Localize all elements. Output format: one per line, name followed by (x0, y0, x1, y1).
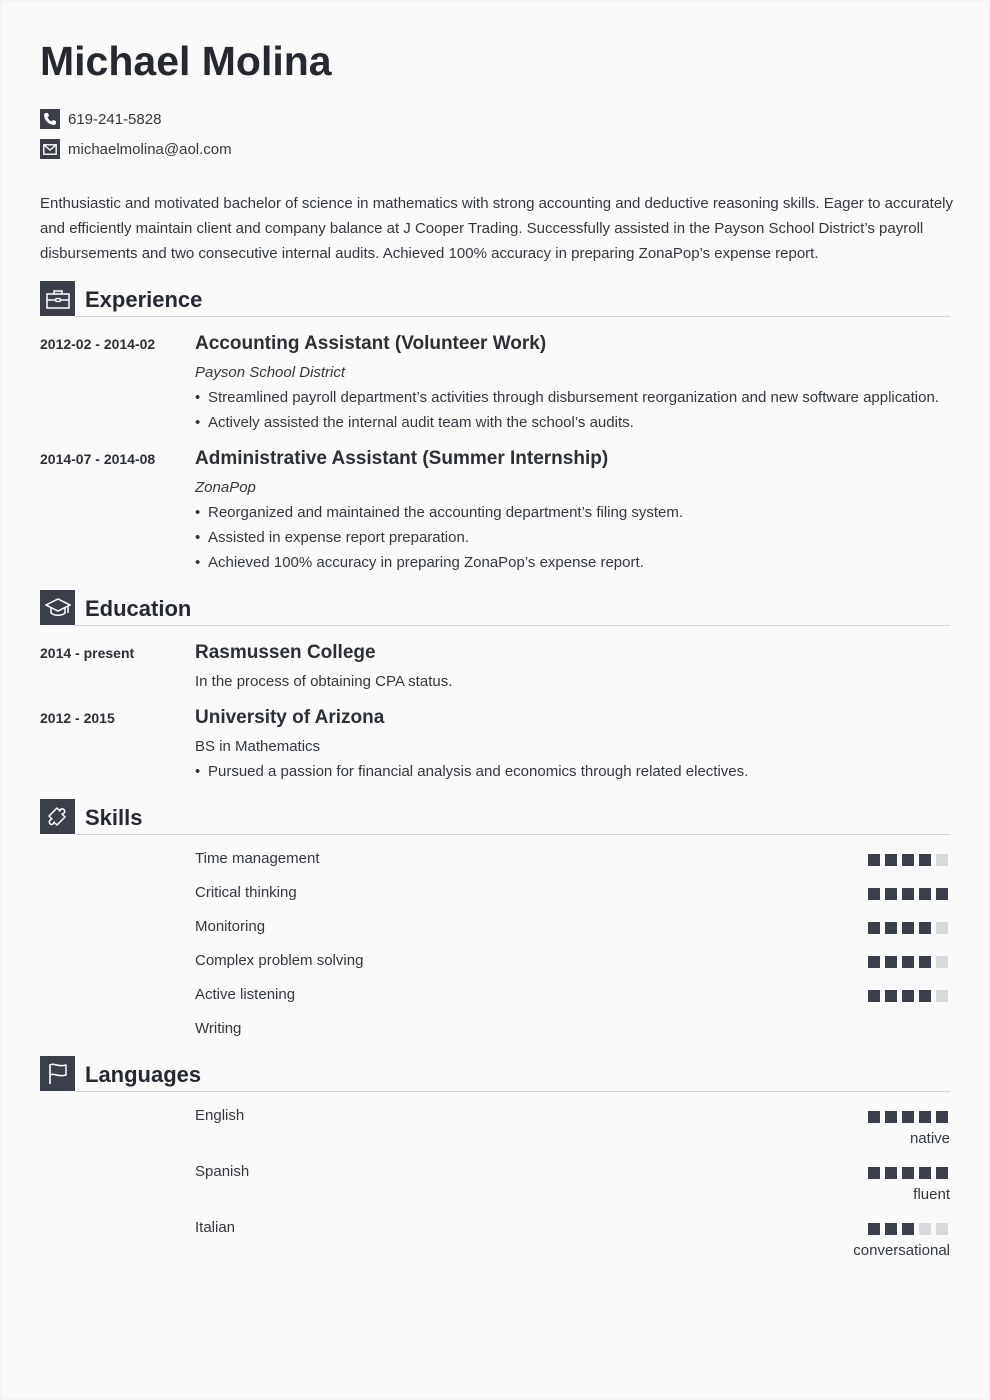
language-level: conversational (853, 1242, 950, 1259)
languages-header (40, 1056, 950, 1092)
rating-square (936, 990, 948, 1002)
rating-square (868, 888, 880, 900)
rating-square (902, 990, 914, 1002)
job-employer: Payson School District (195, 364, 346, 381)
job-bullet: • Actively assisted the internal audit team with the school’s audits. (195, 414, 634, 431)
rating-square (919, 1111, 931, 1123)
rating-square (868, 1167, 880, 1179)
puzzle-icon (40, 799, 75, 834)
email-address: michaelmolina@aol.com (68, 140, 232, 158)
rating-square (902, 1111, 914, 1123)
job-title: Administrative Assistant (Summer Internship) (195, 448, 609, 469)
section-divider (75, 834, 950, 835)
rating-square (885, 956, 897, 968)
education-bullet: • Pursued a passion for financial analysis and economics through related electives. (195, 763, 749, 780)
job-employer: ZonaPop (195, 479, 256, 496)
rating-square (919, 956, 931, 968)
education-detail: BS in Mathematics (195, 738, 321, 755)
language-rating (868, 1167, 948, 1179)
rating-square (936, 956, 948, 968)
contact-phone (40, 109, 161, 129)
skill-rating (868, 956, 948, 968)
language-level: native (909, 1130, 950, 1147)
rating-square (936, 1223, 948, 1235)
skills-title: Skills (85, 805, 143, 830)
language-name: English (195, 1107, 245, 1124)
rating-square (919, 990, 931, 1002)
rating-square (919, 1167, 931, 1179)
education-title: Education (85, 596, 192, 621)
rating-square (919, 854, 931, 866)
language-name: Italian (195, 1219, 236, 1236)
rating-square (885, 854, 897, 866)
skill-rating (868, 922, 948, 934)
rating-square (936, 888, 948, 900)
language-rating (868, 1111, 948, 1123)
school-name: Rasmussen College (195, 642, 376, 663)
rating-square (868, 1223, 880, 1235)
rating-square (936, 1111, 948, 1123)
skill-name: Time management (195, 850, 320, 867)
rating-square (885, 1111, 897, 1123)
rating-square (902, 888, 914, 900)
skill-name: Monitoring (195, 918, 266, 935)
rating-square (919, 922, 931, 934)
rating-square (902, 1167, 914, 1179)
skills-header (40, 799, 950, 835)
rating-square (885, 922, 897, 934)
rating-square (902, 1223, 914, 1235)
rating-square (868, 1111, 880, 1123)
section-divider (75, 1091, 950, 1092)
rating-square (868, 990, 880, 1002)
envelope-icon (40, 139, 60, 159)
rating-square (902, 854, 914, 866)
experience-title: Experience (85, 287, 203, 312)
skill-name: Writing (195, 1020, 242, 1037)
language-level: fluent (913, 1186, 950, 1203)
graduation-cap-icon (40, 590, 75, 625)
rating-square (868, 956, 880, 968)
job-dates: 2014-07 - 2014-08 (40, 451, 156, 467)
rating-square (936, 922, 948, 934)
education-header (40, 590, 950, 626)
rating-square (885, 888, 897, 900)
job-bullet: • Streamlined payroll department’s activities through disbursement reorganization and new software application. (195, 389, 939, 406)
profile-summary: Enthusiastic and motivated bachelor of science in mathematics with strong accounting and deductive reasoning skills. Eager to accurately and efficiently maintain client and company balance at J Cooper Trading. Successfully assisted in the Payson School District’s payroll disbursements and two consecutive internal audits. Achieved 100% accuracy in preparing ZonaPop’s expense report. (40, 195, 953, 262)
rating-square (902, 922, 914, 934)
job-bullet: • Assisted in expense report preparation. (195, 529, 469, 546)
experience-header (40, 281, 950, 317)
rating-square (919, 1223, 931, 1235)
resume-page (2, 2, 988, 1398)
job-dates: 2012-02 - 2014-02 (40, 336, 156, 352)
section-divider (75, 316, 950, 317)
language-rating (868, 1223, 948, 1235)
contact-email (40, 139, 232, 159)
education-detail: In the process of obtaining CPA status. (195, 673, 453, 690)
job-bullet: • Reorganized and maintained the accounting department’s filing system. (195, 504, 684, 521)
job-title: Accounting Assistant (Volunteer Work) (195, 333, 547, 354)
rating-square (885, 1167, 897, 1179)
education-dates: 2014 - present (40, 645, 135, 661)
rating-square (919, 888, 931, 900)
skill-rating (868, 888, 948, 900)
skill-rating (868, 854, 948, 866)
phone-number: 619-241-5828 (68, 110, 162, 128)
language-name: Spanish (195, 1163, 250, 1180)
skill-name: Active listening (195, 986, 296, 1003)
skill-rating (868, 990, 948, 1002)
briefcase-icon (40, 281, 75, 316)
phone-icon (40, 109, 60, 129)
skill-name: Complex problem solving (195, 952, 364, 969)
rating-square (868, 854, 880, 866)
rating-square (902, 956, 914, 968)
flag-icon (40, 1056, 75, 1091)
rating-square (936, 854, 948, 866)
candidate-name: Michael Molina (40, 38, 332, 84)
rating-square (885, 1223, 897, 1235)
rating-square (936, 1167, 948, 1179)
section-divider (75, 625, 950, 626)
job-bullet: • Achieved 100% accuracy in preparing ZonaPop’s expense report. (195, 554, 644, 571)
education-dates: 2012 - 2015 (40, 710, 115, 726)
rating-square (885, 990, 897, 1002)
languages-title: Languages (85, 1062, 202, 1087)
school-name: University of Arizona (195, 707, 385, 728)
skill-name: Critical thinking (195, 884, 297, 901)
rating-square (868, 922, 880, 934)
